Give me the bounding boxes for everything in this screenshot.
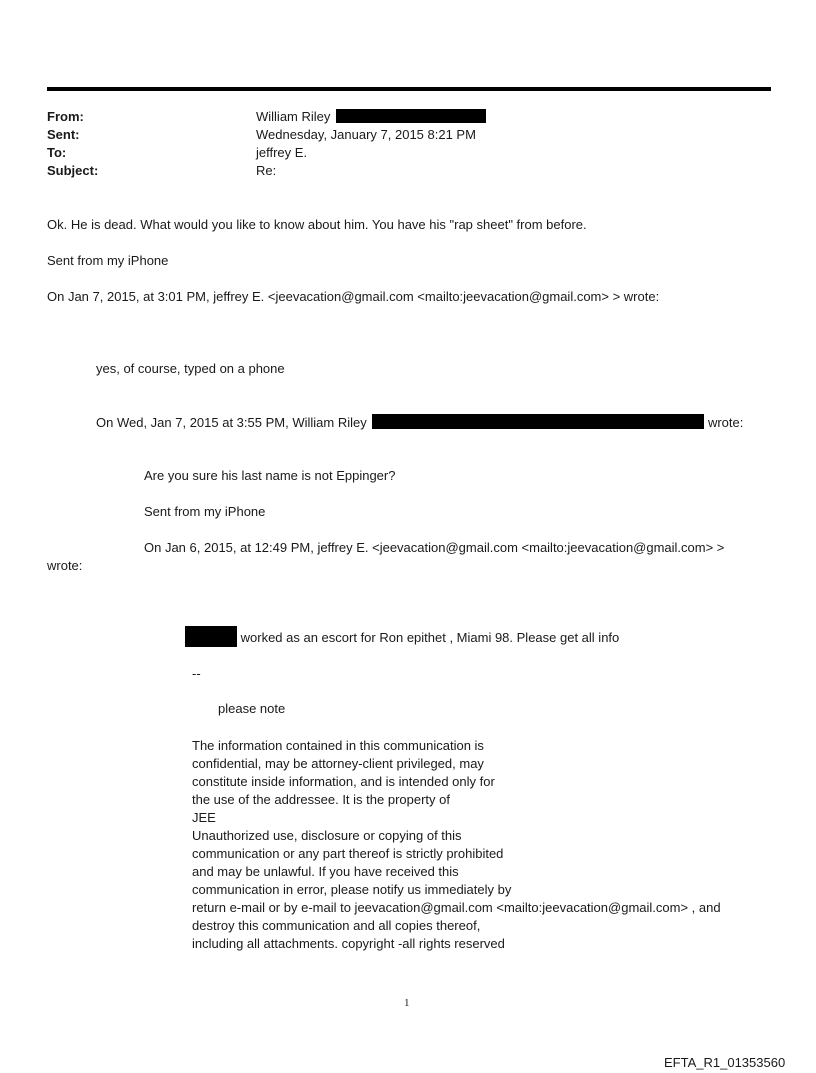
quote1-on-prefix: On Wed, Jan 7, 2015 at 3:55 PM, William Riley xyxy=(96,415,367,430)
quote2-line-3: On Jan 6, 2015, at 12:49 PM, jeffrey E. <jeevacation@gmail.com <mailto:jeevacation@gmail.com> > xyxy=(144,540,725,555)
quote2-line-1: Are you sure his last name is not Eppinger? xyxy=(144,468,396,483)
quote2-line-3-wrap: wrote: xyxy=(47,558,83,573)
disclaimer-line: JEE xyxy=(192,810,216,825)
redaction-bar xyxy=(372,414,704,429)
quote1-on-line xyxy=(96,414,743,431)
disclaimer-line: constitute inside information, and is intended only for xyxy=(192,774,495,789)
to-value: jeffrey E. xyxy=(256,145,308,160)
disclaimer-line: return e-mail or by e-mail to jeevacation@gmail.com <mailto:jeevacation@gmail.com> , and xyxy=(192,900,721,915)
document-id: EFTA_R1_01353560 xyxy=(664,1055,786,1070)
please-note: please note xyxy=(218,701,286,716)
from-label: From: xyxy=(47,109,84,124)
disclaimer-line: and may be unlawful. If you have received this xyxy=(192,864,459,879)
from-value xyxy=(256,109,486,125)
redaction-bar xyxy=(336,109,486,123)
subject-value: Re: xyxy=(256,163,277,178)
body-line-2: Sent from my iPhone xyxy=(47,253,169,268)
disclaimer-line: communication or any part thereof is strictly prohibited xyxy=(192,846,504,861)
quote1-line-1: yes, of course, typed on a phone xyxy=(96,361,285,376)
signature-dash: -- xyxy=(192,666,201,681)
quote3-line-1-row xyxy=(185,626,619,647)
disclaimer xyxy=(192,737,721,953)
header-rule xyxy=(47,87,771,91)
quote1-on-suffix: wrote: xyxy=(707,415,744,430)
body-line-1: Ok. He is dead. What would you like to know about him. You have his "rap sheet" from before. xyxy=(47,217,587,232)
sent-value: Wednesday, January 7, 2015 8:21 PM xyxy=(256,127,476,142)
subject-label: Subject: xyxy=(47,163,99,178)
disclaimer-line: destroy this communication and all copies thereof, xyxy=(192,918,481,933)
quote3-line-1: worked as an escort for Ron epithet , Miami 98. Please get all info xyxy=(240,630,620,645)
sent-label: Sent: xyxy=(47,127,80,142)
page-number: 1 xyxy=(404,997,410,1009)
from-name: William Riley xyxy=(256,109,331,124)
quote2-line-2: Sent from my iPhone xyxy=(144,504,266,519)
to-label: To: xyxy=(47,145,67,160)
disclaimer-line: communication in error, please notify us immediately by xyxy=(192,882,512,897)
redaction-bar xyxy=(185,626,237,647)
disclaimer-line: The information contained in this communication is xyxy=(192,738,484,753)
disclaimer-line: confidential, may be attorney-client privileged, may xyxy=(192,756,484,771)
body-line-3: On Jan 7, 2015, at 3:01 PM, jeffrey E. <jeevacation@gmail.com <mailto:jeevacation@gmail.com> > wrote: xyxy=(47,289,660,304)
disclaimer-line: the use of the addressee. It is the property of xyxy=(192,792,450,807)
disclaimer-line: including all attachments. copyright -all rights reserved xyxy=(192,936,505,951)
disclaimer-line: Unauthorized use, disclosure or copying of this xyxy=(192,828,462,843)
